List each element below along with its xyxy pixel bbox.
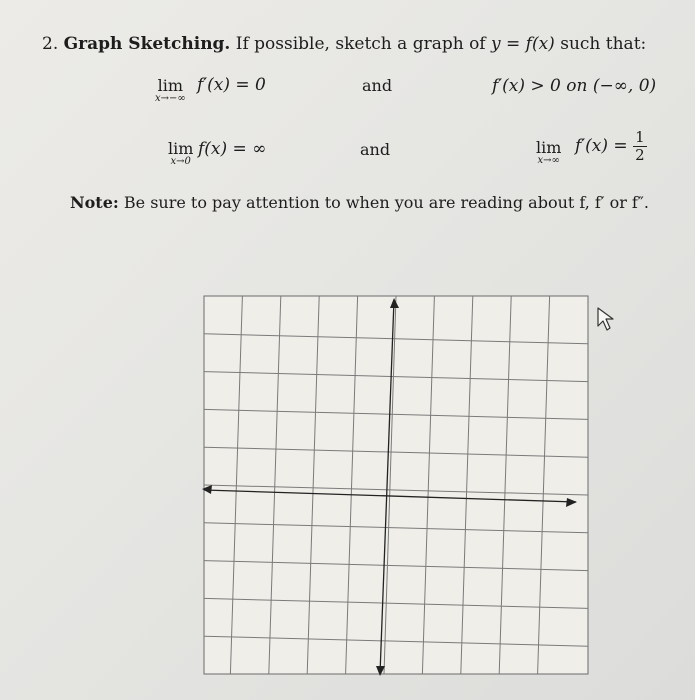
condition1-expression: f′(x) = 0 bbox=[197, 75, 266, 95]
limit-operator: lim bbox=[536, 138, 562, 157]
cursor-arrow-icon bbox=[596, 306, 616, 332]
limit-subscript: x→∞ bbox=[537, 155, 560, 166]
fraction-one-half bbox=[633, 129, 647, 164]
condition3-expression: f(x) = ∞ bbox=[198, 139, 267, 159]
fraction-denominator: 2 bbox=[635, 146, 645, 164]
condition1-connector: and bbox=[362, 76, 393, 95]
limit-subscript: x→0 bbox=[170, 156, 191, 167]
limit-subscript: x→−∞ bbox=[155, 93, 186, 104]
sketch-grid[interactable] bbox=[196, 290, 596, 682]
note-line bbox=[70, 193, 649, 212]
limit-operator: lim bbox=[157, 76, 184, 95]
condition3-limit bbox=[168, 139, 193, 167]
problem-number: 2. bbox=[42, 34, 59, 54]
note-label: Note: bbox=[70, 193, 119, 212]
condition4-expression bbox=[575, 129, 647, 164]
problem-suffix: such that: bbox=[560, 34, 647, 54]
problem-header bbox=[42, 34, 646, 54]
condition2-expression: f′(x) > 0 on (−∞, 0) bbox=[492, 76, 657, 96]
condition4-text: f′(x) = bbox=[575, 136, 628, 156]
condition3-connector: and bbox=[360, 140, 391, 159]
condition1-limit bbox=[155, 76, 186, 104]
problem-title: Graph Sketching. bbox=[63, 34, 231, 54]
grid-border bbox=[204, 296, 588, 674]
problem-intro: If possible, sketch a graph of bbox=[235, 34, 486, 54]
fraction-numerator: 1 bbox=[635, 128, 645, 146]
limit-operator: lim bbox=[168, 139, 194, 158]
problem-equation: y = f(x) bbox=[491, 34, 555, 54]
note-text: Be sure to pay attention to when you are reading about f, f′ or f″. bbox=[123, 193, 649, 212]
condition4-limit bbox=[536, 138, 561, 166]
